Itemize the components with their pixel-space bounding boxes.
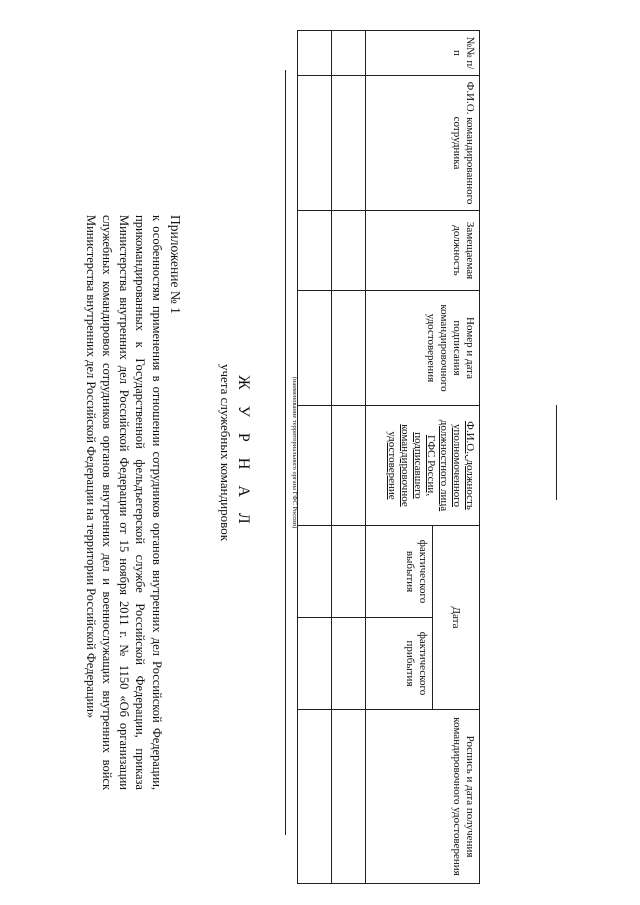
col-header-num: №№ п/п bbox=[366, 31, 480, 76]
table-cell bbox=[332, 526, 366, 618]
col-header-arrival: фактического прибытия bbox=[366, 618, 433, 710]
col-header-fio: Ф.И.О. командированного сотрудника bbox=[366, 76, 480, 211]
table-cell bbox=[298, 618, 332, 710]
appendix-block bbox=[83, 215, 186, 790]
table-cell bbox=[298, 211, 332, 291]
journal-heading bbox=[217, 0, 252, 905]
appendix-line: к особенностям применения в отношении сотрудников органов внутренних дел Российской bbox=[150, 215, 164, 723]
table-cell bbox=[332, 291, 366, 406]
table-cell bbox=[332, 618, 366, 710]
table-cell bbox=[298, 406, 332, 526]
appendix-line: Федерации, приказа Министерства внутренних дел Российской Федерации от bbox=[117, 215, 148, 790]
table-cell bbox=[332, 406, 366, 526]
col-header-certificate: Номер и дата подписания командировочного удостоверения bbox=[366, 291, 480, 406]
journal-title: Ж У Р Н А Л bbox=[235, 375, 252, 530]
table-row bbox=[332, 31, 366, 884]
table-cell bbox=[298, 76, 332, 211]
journal-subtitle: учета служебных командировок bbox=[218, 363, 233, 542]
table-cell bbox=[298, 291, 332, 406]
col-header-date: Дата bbox=[433, 526, 480, 710]
page-side-line bbox=[556, 405, 557, 500]
table-cell bbox=[298, 31, 332, 76]
table-cell bbox=[332, 31, 366, 76]
table-cell bbox=[332, 76, 366, 211]
table-cell bbox=[332, 211, 366, 291]
table-row bbox=[298, 31, 332, 884]
org-name-caption: (наименование территориального органа ГФС России) bbox=[291, 376, 298, 529]
col-header-official: Ф.И.О., должность уполномоченного должностного лица ГФС России, подписавшего командировочное удостоверение bbox=[366, 406, 480, 526]
appendix-line: внутренних дел и военнослужащих внутренних войск Министерства внутренних дел bbox=[84, 215, 115, 791]
journal-table bbox=[297, 30, 480, 884]
col-header-departure: фактического выбытия bbox=[366, 526, 433, 618]
col-header-signature: Роспись и дата получения командировочного удостоверения bbox=[366, 710, 480, 884]
org-name-line bbox=[285, 70, 286, 835]
table-cell bbox=[298, 526, 332, 618]
col-header-position: Замещаемая должность bbox=[366, 211, 480, 291]
appendix-line: Федерации, прикомандированных к Государственной фельдъегерской службе Российской bbox=[133, 215, 164, 791]
appendix-title: Приложение № 1 bbox=[168, 215, 183, 314]
appendix-line: Российской Федерации на территории Российской Федерации» bbox=[84, 381, 98, 719]
appendix-line: 15 ноября 2011 г. № 1150 «Об организации служебных командировок сотрудников органов bbox=[100, 215, 131, 790]
table-cell bbox=[332, 710, 366, 884]
table-cell bbox=[298, 710, 332, 884]
